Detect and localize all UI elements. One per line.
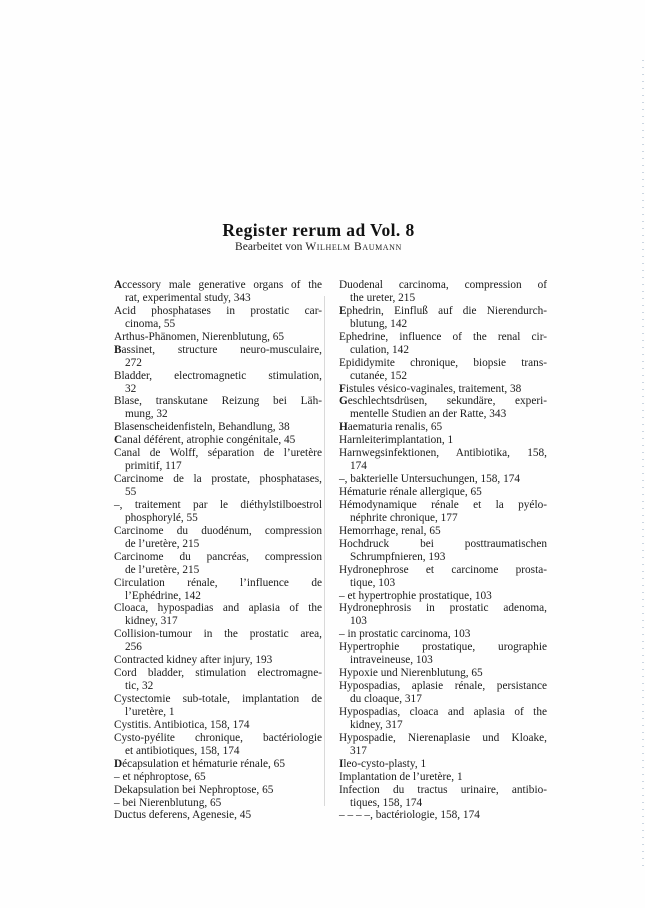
index-entry [339, 590, 547, 603]
index-line: Implantation de l’uretère, 1 [339, 770, 463, 783]
index-line: Accessory male generative organs of the [114, 279, 322, 291]
index-line: mung, 32 [125, 408, 168, 421]
index-entry [339, 602, 547, 628]
index-entry [114, 344, 322, 370]
index-entry [339, 499, 547, 525]
index-entry [114, 771, 322, 784]
index-entry [339, 809, 547, 822]
index-entry [339, 784, 547, 810]
index-line: Hématurie rénale allergique, 65 [339, 486, 482, 498]
index-entry [114, 447, 322, 473]
index-line: Hydronephrosis in prostatic adenoma, [339, 602, 547, 615]
index-entry [114, 797, 322, 810]
index-line: Dekapsulation bei Nephroptose, 65 [114, 783, 274, 796]
index-line: Circulation rénale, l’influence de [114, 576, 322, 589]
scan-edge-artifact [642, 60, 644, 870]
index-line: Harnleiterimplantation, 1 [339, 434, 454, 447]
index-line: –, traitement par le diéthylstilboestrol [114, 498, 322, 511]
index-entry [114, 434, 322, 447]
index-entry [339, 706, 547, 732]
index-entry [114, 551, 322, 577]
index-entry [339, 564, 547, 590]
index-line: Hémodynamique rénale et la pyélo- [339, 498, 547, 511]
index-line: Blasenscheidenfisteln, Behandlung, 38 [114, 421, 290, 434]
index-entry [114, 628, 322, 654]
index-line: du cloaque, 317 [350, 693, 422, 705]
index-line: 272 [125, 356, 142, 369]
index-line: néphrite chronique, 177 [350, 511, 458, 524]
index-entry [339, 473, 547, 486]
index-line: Hypospadias, cloaca and aplasia of the [339, 705, 547, 718]
index-line: primitif, 117 [125, 460, 182, 473]
index-line: – bei Nierenblutung, 65 [114, 796, 222, 809]
index-line: Haematuria renalis, 65 [339, 421, 443, 434]
subtitle-author-name: Wilhelm Baumann [305, 241, 402, 253]
index-line: Carcinome du duodénum, compression [114, 524, 322, 537]
index-line: 55 [125, 486, 137, 498]
index-line: – et hypertrophie prostatique, 103 [339, 589, 492, 602]
index-entry [339, 383, 547, 396]
index-entry [114, 305, 322, 331]
index-line: Décapsulation et hématurie rénale, 65 [114, 757, 285, 770]
index-entry [339, 279, 547, 305]
index-line: Fistules vésico-vaginales, traitement, 38 [339, 382, 522, 395]
index-line: cutanée, 152 [350, 369, 408, 382]
index-line: kidney, 317 [125, 615, 178, 628]
index-entry [114, 370, 322, 396]
index-entry [339, 667, 547, 680]
page-title: Register rerum ad Vol. 8 [222, 219, 415, 240]
index-entry [114, 395, 322, 421]
index-line: –, bakterielle Untersuchungen, 158, 174 [339, 473, 521, 486]
index-line: 317 [350, 744, 367, 757]
index-entry [114, 809, 322, 822]
index-entry [339, 771, 547, 784]
index-line: Cysto-pyélite chronique, bactériologie [114, 731, 322, 744]
index-line: de l’uretère, 215 [125, 537, 200, 550]
index-columns [114, 279, 548, 822]
index-line: 32 [125, 382, 137, 395]
index-column-left [114, 279, 322, 822]
index-line: kidney, 317 [350, 718, 403, 731]
index-line: tic, 32 [125, 680, 154, 693]
subtitle-prefix: Bearbeitet von [235, 241, 306, 253]
index-line: blutung, 142 [350, 317, 408, 330]
index-entry [339, 680, 547, 706]
index-line: 103 [350, 615, 367, 628]
index-entry [114, 577, 322, 603]
index-line: Cystectomie sub-totale, implantation de [114, 693, 322, 705]
index-line: Hochdruck bei posttraumatischen [339, 537, 547, 550]
index-line: Geschlechtsdrüsen, sekundäre, experi- [339, 395, 547, 408]
index-line: Hypospadias, aplasie rénale, persistance [339, 680, 547, 693]
index-entry [339, 758, 547, 771]
index-line: 174 [350, 460, 367, 473]
index-line: Cord bladder, stimulation electromagne- [114, 667, 322, 680]
index-line: – in prostatic carcinoma, 103 [339, 628, 471, 641]
index-line: mentelle Studien an der Ratte, 343 [350, 408, 507, 421]
index-line: de l’uretère, 215 [125, 563, 200, 576]
index-line: Arthus-Phänomen, Nierenblutung, 65 [114, 330, 285, 343]
index-line: phosphorylé, 55 [125, 511, 198, 524]
index-line: intraveineuse, 103 [350, 654, 433, 667]
subtitle [0, 241, 637, 253]
index-entry [114, 784, 322, 797]
index-line: Carcinome de la prostate, phosphatases, [114, 473, 322, 486]
index-line: Contracted kidney after injury, 193 [114, 654, 273, 667]
index-entry [114, 758, 322, 771]
index-entry [339, 395, 547, 421]
index-line: Collision-tumour in the prostatic area, [114, 628, 322, 641]
index-entry [114, 525, 322, 551]
index-entry [339, 331, 547, 357]
index-line: Hemorrhage, renal, 65 [339, 524, 441, 537]
index-entry [339, 732, 547, 758]
index-line: Ileo-cysto-plasty, 1 [339, 757, 427, 770]
index-line: Hypertrophie prostatique, urographie [339, 641, 547, 654]
index-line: tiques, 158, 174 [350, 796, 423, 809]
index-entry [114, 279, 322, 305]
index-line: Ductus deferens, Agenesie, 45 [114, 809, 252, 822]
index-entry [339, 447, 547, 473]
index-line: Hypospadie, Nierenaplasie und Kloake, [339, 731, 547, 744]
index-line: Acid phosphatases in prostatic car- [114, 304, 322, 317]
index-entry [339, 357, 547, 383]
index-entry [114, 421, 322, 434]
index-line: Blase, transkutane Reizung bei Läh- [114, 395, 322, 408]
index-entry [339, 434, 547, 447]
index-entry [339, 641, 547, 667]
index-column-right [339, 279, 547, 822]
index-line: rat, experimental study, 343 [125, 291, 251, 304]
index-line: Duodenal carcinoma, compression of [339, 279, 547, 291]
index-entry [114, 654, 322, 667]
index-line: – – – –, bactériologie, 158, 174 [339, 809, 480, 822]
index-line: culation, 142 [350, 343, 409, 356]
index-line: tique, 103 [350, 576, 396, 589]
index-line: Carcinome du pancréas, compression [114, 550, 322, 563]
index-line: Bassinet, structure neuro-musculaire, [114, 343, 322, 356]
index-line: Cystitis. Antibiotica, 158, 174 [114, 718, 250, 731]
index-line: 256 [125, 641, 142, 654]
index-line: Ephedrine, influence of the renal cir- [339, 330, 547, 343]
index-entry [114, 732, 322, 758]
index-line: Infection du tractus urinaire, antibio- [339, 783, 547, 796]
index-line: Bladder, electromagnetic stimulation, [114, 369, 322, 382]
index-line: l’uretère, 1 [125, 705, 175, 718]
index-line: Hydronephrose et carcinome prosta- [339, 563, 547, 576]
index-line: Canal déférent, atrophie congénitale, 45 [114, 434, 296, 447]
index-entry [339, 525, 547, 538]
index-entry [114, 473, 322, 499]
index-line: Harnwegsinfektionen, Antibiotika, 158, [339, 447, 547, 460]
index-line: Hypoxie und Nierenblutung, 65 [339, 667, 483, 680]
index-line: the ureter, 215 [350, 291, 416, 304]
index-entry [114, 331, 322, 344]
index-entry [339, 305, 547, 331]
index-line: – et néphroptose, 65 [114, 770, 206, 783]
index-line: l’Ephédrine, 142 [125, 589, 201, 602]
index-line: Cloaca, hypospadias and aplasia of the [114, 602, 322, 615]
index-line: cinoma, 55 [125, 317, 176, 330]
index-line: Schrumpfnieren, 193 [350, 550, 446, 563]
index-entry [114, 693, 322, 719]
index-entry [114, 499, 322, 525]
index-entry [114, 719, 322, 732]
index-line: Canal de Wolff, séparation de l’uretère [114, 447, 322, 460]
index-line: et antibiotiques, 158, 174 [125, 744, 240, 757]
index-entry [339, 628, 547, 641]
index-entry [114, 602, 322, 628]
index-entry [339, 421, 547, 434]
index-entry [114, 667, 322, 693]
index-entry [339, 486, 547, 499]
index-line: Ephedrin, Einfluß auf die Nierendurch- [339, 304, 547, 317]
index-line: Epididymite chronique, biopsie trans- [339, 356, 547, 369]
index-entry [339, 538, 547, 564]
